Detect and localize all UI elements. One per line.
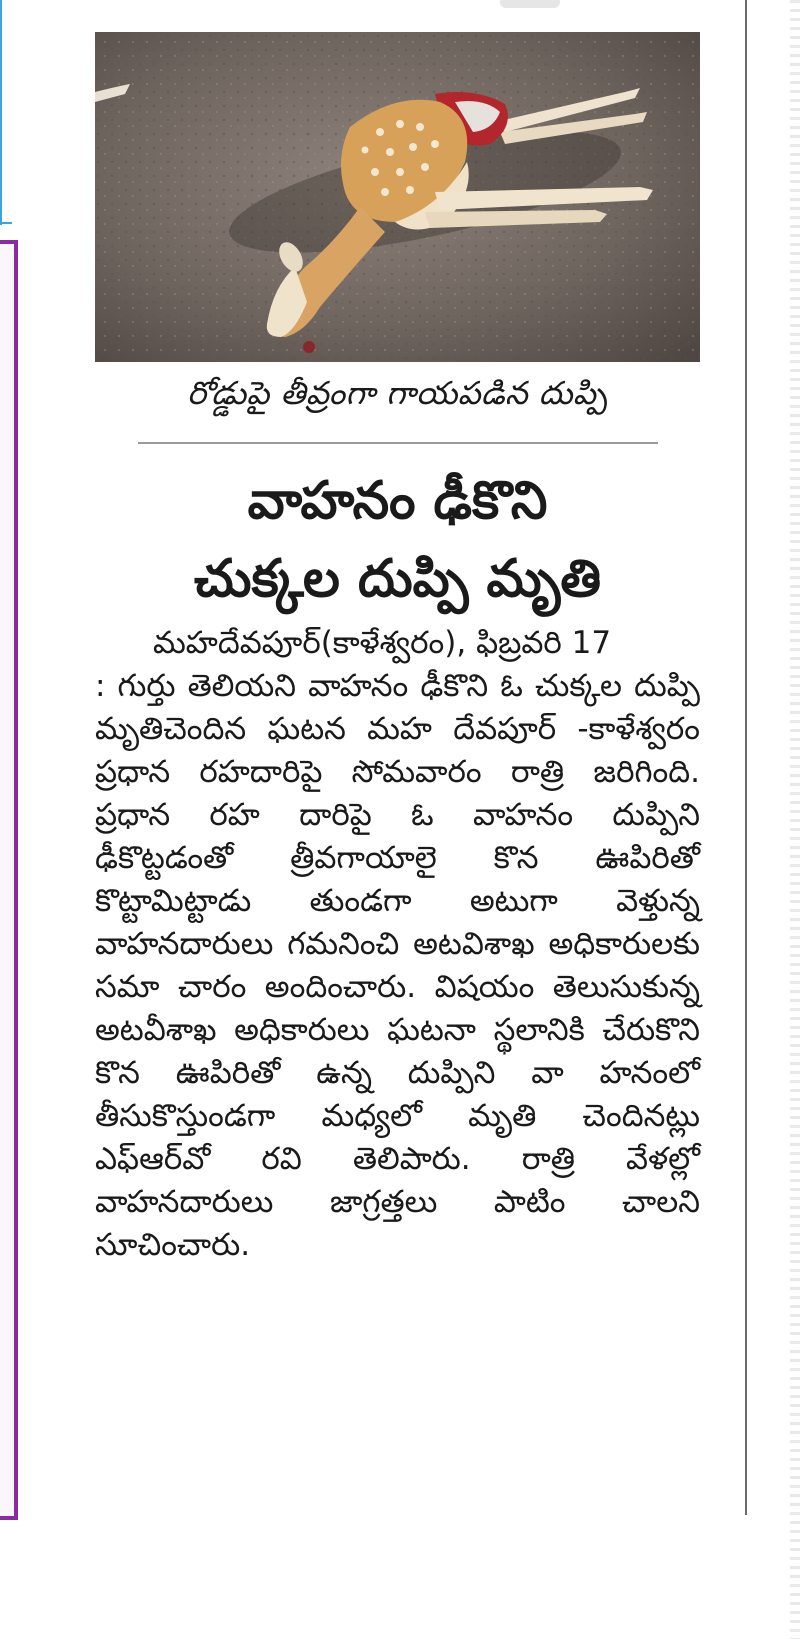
adjacent-column-edge: [0, 0, 28, 1520]
headline-line-2: చుక్కల దుప్పి మృతి: [193, 549, 602, 609]
dateline: మహదేవపూర్(కాళేశ్వరం), ఫిబ్రవరి 17: [153, 625, 612, 661]
deer-photo: [95, 32, 700, 362]
deer-photo-image: [95, 32, 700, 362]
news-article: [95, 32, 700, 1267]
article-body: : గుర్తు తెలియని వాహనం ఢీకొని ఓ చుక్కల దుప్పి మృతిచెందిన ఘటన మహ దేవపూర్ -కాళేశ్వరం ప్రధాన రహదారిపై సోమవారం రాత్రి జరిగింది. ప్రధాన రహ దారిపై ఓ వాహనం దుప్పిని ఢీకొట్టడంతో త్రీవగాయాలై కొన ఊపిరితో కొట్టామిట్టాడు తుండగా అటుగా వెళ్తున్న వాహనదారులు గమనించి అటవిశాఖ అధికారులకు సమా చారం అందించారు. విషయం తెలుసుకున్న అటవీశాఖ అధికారులు ఘటనా స్థలానికి చేరుకొని కొన ఊపిరితో ఉన్న దుప్పిని వా హనంలో తీసుకొస్తుండగా మధ్యలో మృతి చెందినట్లు ఎఫ్‌ఆర్‌వో రవి తెలిపారు. రాత్రి వేళల్లో వాహనదారులు జాగ్రత్తలు పాటిం చాలని సూచించారు.: [95, 668, 700, 1263]
page-top-fragment: [500, 0, 560, 8]
adjacent-box-border-purple: [0, 240, 18, 1520]
column-divider: [745, 0, 747, 1515]
headline: [95, 462, 700, 618]
photo-caption: రోడ్డుపై తీవ్రంగా గాయపడిన దుప్పి: [187, 374, 608, 412]
caption-divider: [138, 442, 658, 444]
adjacent-box-corner-cyan: [0, 222, 12, 224]
adjacent-column-faint-text: [790, 0, 800, 1639]
adjacent-box-border-cyan: [0, 0, 2, 225]
headline-line-1: వాహనం ఢీకొని: [247, 471, 548, 531]
